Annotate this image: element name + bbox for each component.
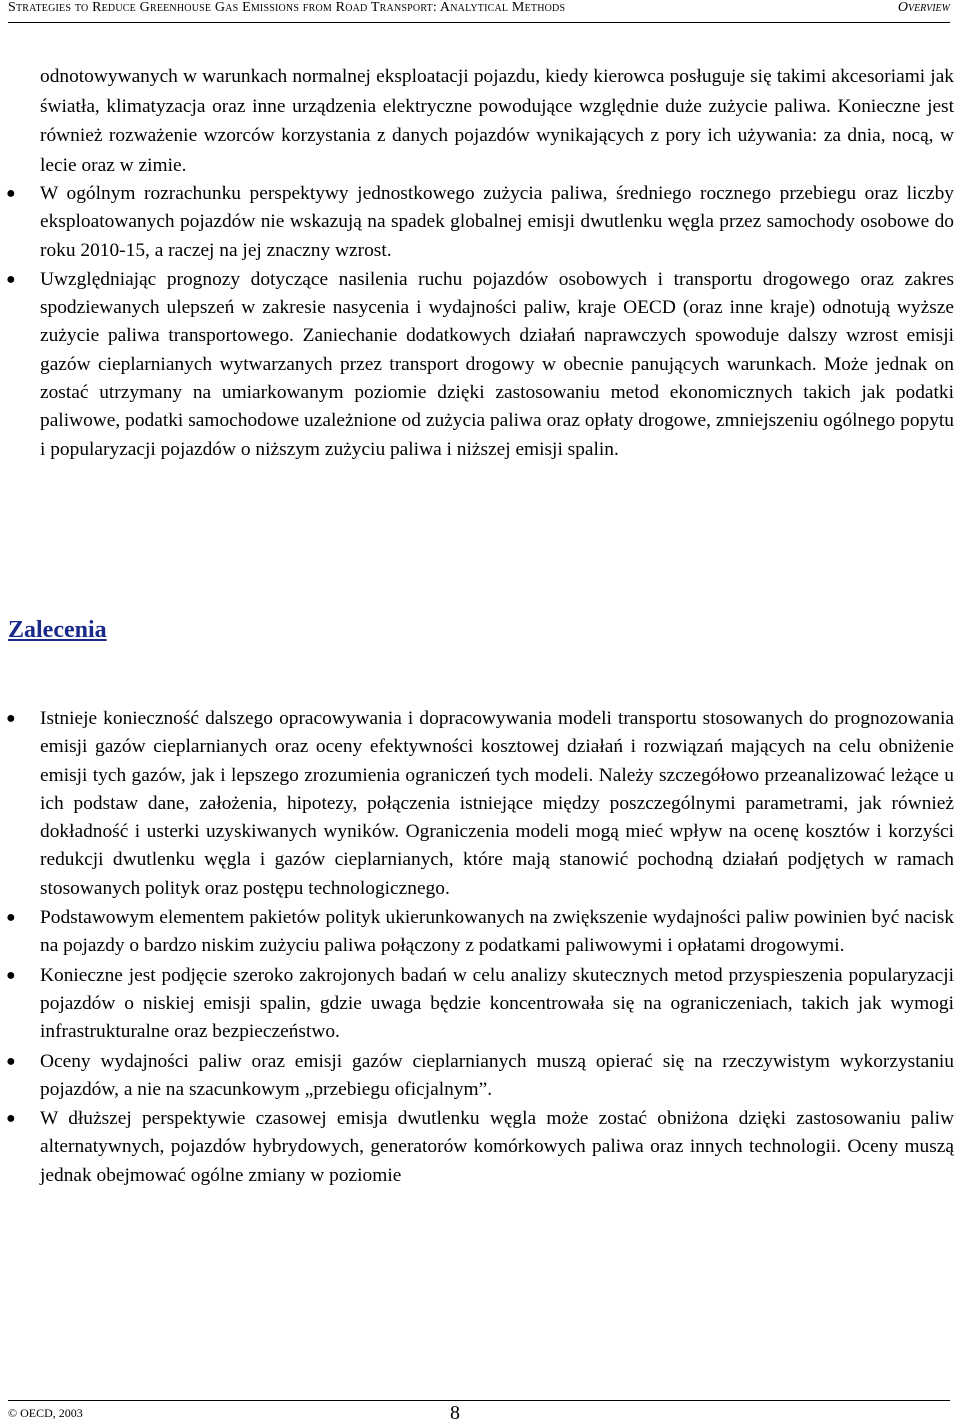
bullet-item [0, 266, 954, 464]
bullet-item [0, 705, 954, 903]
bullet-dot-icon: ● [6, 909, 16, 927]
bullet-dot-icon: ● [6, 1052, 16, 1070]
bullet-item [0, 1048, 954, 1105]
footer-rule [8, 1400, 950, 1401]
bullet-text: Istnieje konieczność dalszego opracowywania i dopracowywania modeli transportu stosowanych do prognozowania emisji gazów cieplarnianych oraz oceny efektywności kosztowej działań i rozwiązań mających na celu obniżenie emisji tych gazów, jak i lepszego zrozumienia ograniczeń tych modeli. Należy szczegółowo przeanalizować leżące u ich podstaw dane, założenia, hipotezy, połączenia istniejące między poszczególnymi parametrami, jak również dokładność i usterki uzyskiwanych wyników. Ograniczenia modeli mogą mieć wpływ na ocenę kosztów i korzyści redukcji dwutlenku węgla i gazów cieplarnianych, które mają stanowić pochodną działań podjętych w ramach stosowanych polityk oraz postępu technologicznego. [40, 708, 954, 899]
bullet-text: Oceny wydajności paliw oraz emisji gazów cieplarnianych muszą opierać się na rzeczywistym wykorzystaniu pojazdów, a nie na szacunkowym „przebiegu oficjalnym”. [40, 1050, 954, 1100]
page-header [8, 0, 950, 30]
bullet-text: W ogólnym rozrachunku perspektywy jednostkowego zużycia paliwa, średniego rocznego przebiegu oraz liczby eksploatowanych pojazdów nie wskazują na spadek globalnej emisji dwutlenku węgla przez samochody osobowe do roku 2010-15, a raczej na jej znaczny wzrost. [40, 183, 954, 261]
copyright: © OECD, 2003 [8, 1406, 83, 1420]
bullet-dot-icon: ● [6, 1110, 16, 1128]
bullet-item [0, 1105, 954, 1190]
bullet-dot-icon: ● [6, 185, 16, 202]
bullet-list-top [0, 180, 960, 465]
bullet-item [0, 180, 954, 265]
page-number: 8 [450, 1402, 460, 1424]
bullet-text: Podstawowym elementem pakietów polityk ukierunkowanych na zwiększenie wydajności paliw powinien być nacisk na pojazdy o bardzo niskim zużyciu paliwa połączony z podatkami paliwowymi i opłatami drogowymi. [40, 907, 954, 957]
intro-paragraph: odnotowywanych w warunkach normalnej eksploatacji pojazdu, kiedy kierowca posługuje się takimi akcesoriami jak światła, klimatyzacja oraz inne urządzenia elektryczne powodujące względnie duże zużycie paliwa. Konieczne jest również rozważenie wzorców korzystania z danych pojazdów wynikających z pory ich używania: za dnia, nocą, w lecie oraz w zimie. [40, 66, 954, 177]
running-section: Overview [897, 0, 950, 15]
bullet-item [0, 962, 954, 1047]
bullet-dot-icon: ● [6, 710, 16, 727]
bullet-dot-icon: ● [6, 966, 16, 984]
bullet-item [0, 904, 954, 961]
section-heading: Zalecenia [8, 617, 107, 643]
bullet-dot-icon: ● [6, 270, 16, 288]
bullet-text: W dłuższej perspektywie czasowej emisja dwutlenku węgla może zostać obniżona dzięki zastosowaniu paliw alternatywnych, pojazdów hybrydowych, generatorów komórkowych paliwa oraz innych technologii. Oceny muszą jednak obejmować ogólne zmiany w poziomie [40, 1108, 954, 1186]
bullet-text: Konieczne jest podjęcie szeroko zakrojonych badań w celu analizy skutecznych metod przyspieszenia popularyzacji pojazdów o niskiej emisji spalin, gdzie uwaga będzie koncentrowała się na ograniczeniach, takich jak wymogi infrastrukturalne oraz bezpieczeństwo. [40, 964, 954, 1043]
header-rule [8, 22, 950, 23]
bullet-list-recommendations [0, 705, 960, 1191]
running-title: Strategies to Reduce Greenhouse Gas Emissions from Road Transport: Analytical Methods [8, 0, 566, 15]
bullet-text: Uwzględniając prognozy dotyczące nasilenia ruchu pojazdów osobowych i transportu drogowego oraz zakres spodziewanych ulepszeń w zakresie nasycenia i wydajności paliw, kraje OECD (oraz inne kraje) odnotują wyższe zużycie paliwa transportowego. Zaniechanie dodatkowych działań naprawczych spowoduje dalszy wzrost emisji gazów cieplarnianych wytwarzanych przez transport drogowy w obecnie panujących warunkach. Może jednak on zostać utrzymany na umiarkowanym poziomie dzięki zastosowaniu metod ekonomicznych takich jak podatki paliwowe, podatki samochodowe uzależnione od zużycia paliwa oraz opłaty drogowe, zmniejszeniu ogólnego popytu i popularyzacji pojazdów o niższym zużyciu paliwa i niższej emisji spalin. [40, 268, 954, 460]
